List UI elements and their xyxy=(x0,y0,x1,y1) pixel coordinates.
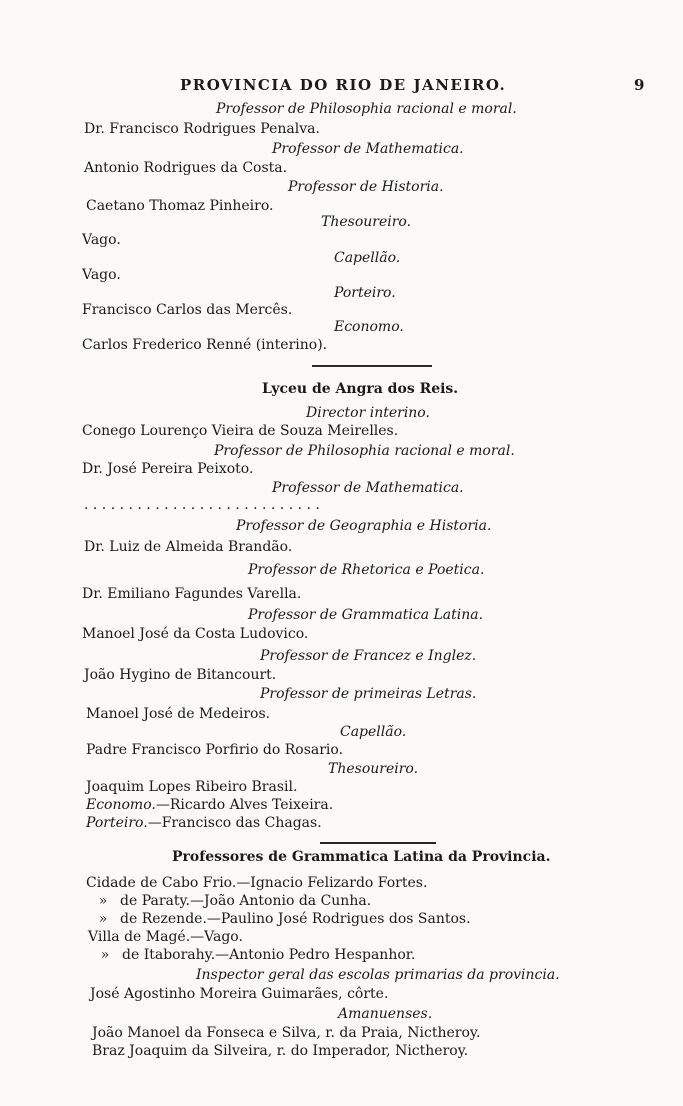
role-label: Porteiro. xyxy=(334,285,396,301)
page-header: PROVINCIA DO RIO DE JANEIRO. xyxy=(180,76,507,94)
role-label: Economo. xyxy=(334,319,404,335)
porteiro-name: —Francisco das Chagas. xyxy=(147,815,322,831)
person-name: Padre Francisco Porfirio do Rosario. xyxy=(86,742,344,758)
person-name: Dr. José Pereira Peixoto. xyxy=(82,461,254,477)
dotted-leader: . . . . . . . . . . . . . . . . . . . . . . . . . . . xyxy=(84,497,320,513)
person-name: Villa de Magé.—Vago. xyxy=(88,929,243,945)
person-name: Carlos Frederico Renné (interino). xyxy=(82,337,328,353)
role-label: Professor de Francez e Inglez. xyxy=(260,648,477,664)
person-name: de Rezende.—Paulino José Rodrigues dos Santos. xyxy=(120,911,471,927)
role-label: Professor de Geographia e Historia. xyxy=(236,518,492,534)
ditto-mark: » xyxy=(98,911,108,927)
economo-label: Economo. xyxy=(86,797,156,813)
economo-name: —Ricardo Alves Teixeira. xyxy=(155,797,334,813)
person-name: Dr. Francisco Rodrigues Penalva. xyxy=(84,121,320,137)
role-label: Professor de Mathematica. xyxy=(272,141,464,157)
person-name: Manoel José da Costa Ludovico. xyxy=(82,626,309,642)
ditto-line xyxy=(86,910,471,928)
role-label: Amanuenses. xyxy=(338,1006,433,1022)
person-name: Manoel José de Medeiros. xyxy=(86,706,271,722)
porteiro-label: Porteiro. xyxy=(86,815,148,831)
person-name: Caetano Thomaz Pinheiro. xyxy=(86,198,274,214)
person-name: Conego Lourenço Vieira de Souza Meirelles. xyxy=(82,423,399,439)
role-label: Thesoureiro. xyxy=(321,214,412,230)
person-name: Braz Joaquim da Silveira, r. do Imperador, Nictheroy. xyxy=(92,1043,469,1059)
person-name: Vago. xyxy=(82,267,121,283)
person-name: Vago. xyxy=(82,232,121,248)
section-divider xyxy=(320,842,436,844)
person-name: João Hygino de Bitancourt. xyxy=(84,667,277,683)
ditto-line xyxy=(86,892,371,910)
person-name: Joaquim Lopes Ribeiro Brasil. xyxy=(86,779,298,795)
section-title: Lyceu de Angra dos Reis. xyxy=(262,381,459,397)
person-name: Francisco Carlos das Mercês. xyxy=(82,302,293,318)
role-label: Professor de primeiras Letras. xyxy=(260,686,477,702)
role-label: Thesoureiro. xyxy=(328,761,419,777)
person-name: José Agostinho Moreira Guimarães, côrte. xyxy=(90,986,389,1002)
person-name: Cidade de Cabo Frio.—Ignacio Felizardo Fortes. xyxy=(86,875,428,891)
section-divider xyxy=(312,365,432,367)
ditto-mark: » xyxy=(100,947,110,963)
section-title: Professores de Grammatica Latina da Provincia. xyxy=(172,849,551,865)
person-name: Dr. Luiz de Almeida Brandão. xyxy=(84,539,293,555)
role-label: Inspector geral das escolas primarias da provincia. xyxy=(196,967,560,983)
person-name: João Manoel da Fonseca e Silva, r. da Praia, Nictheroy. xyxy=(92,1025,481,1041)
person-name: de Itaborahy.—Antonio Pedro Hespanhor. xyxy=(122,947,416,963)
role-label: Professor de Rhetorica e Poetica. xyxy=(248,562,485,578)
role-label: Professor de Grammatica Latina. xyxy=(248,607,484,623)
role-label: Professor de Philosophia racional e moral. xyxy=(216,101,517,117)
economo-line xyxy=(86,796,333,814)
role-label: Professor de Historia. xyxy=(288,179,444,195)
role-label: Capellão. xyxy=(334,250,401,266)
ditto-line xyxy=(88,946,415,964)
ditto-mark: » xyxy=(98,893,108,909)
role-label: Capellão. xyxy=(340,724,407,740)
role-label: Professor de Philosophia racional e moral. xyxy=(214,443,515,459)
page-number: 9 xyxy=(634,76,645,94)
person-name: Antonio Rodrigues da Costa. xyxy=(84,160,288,176)
person-name: de Paraty.—João Antonio da Cunha. xyxy=(120,893,372,909)
porteiro-line xyxy=(86,814,322,832)
person-name: Dr. Emiliano Fagundes Varella. xyxy=(82,586,302,602)
role-label: Director interino. xyxy=(306,405,430,421)
role-label: Professor de Mathematica. xyxy=(272,480,464,496)
